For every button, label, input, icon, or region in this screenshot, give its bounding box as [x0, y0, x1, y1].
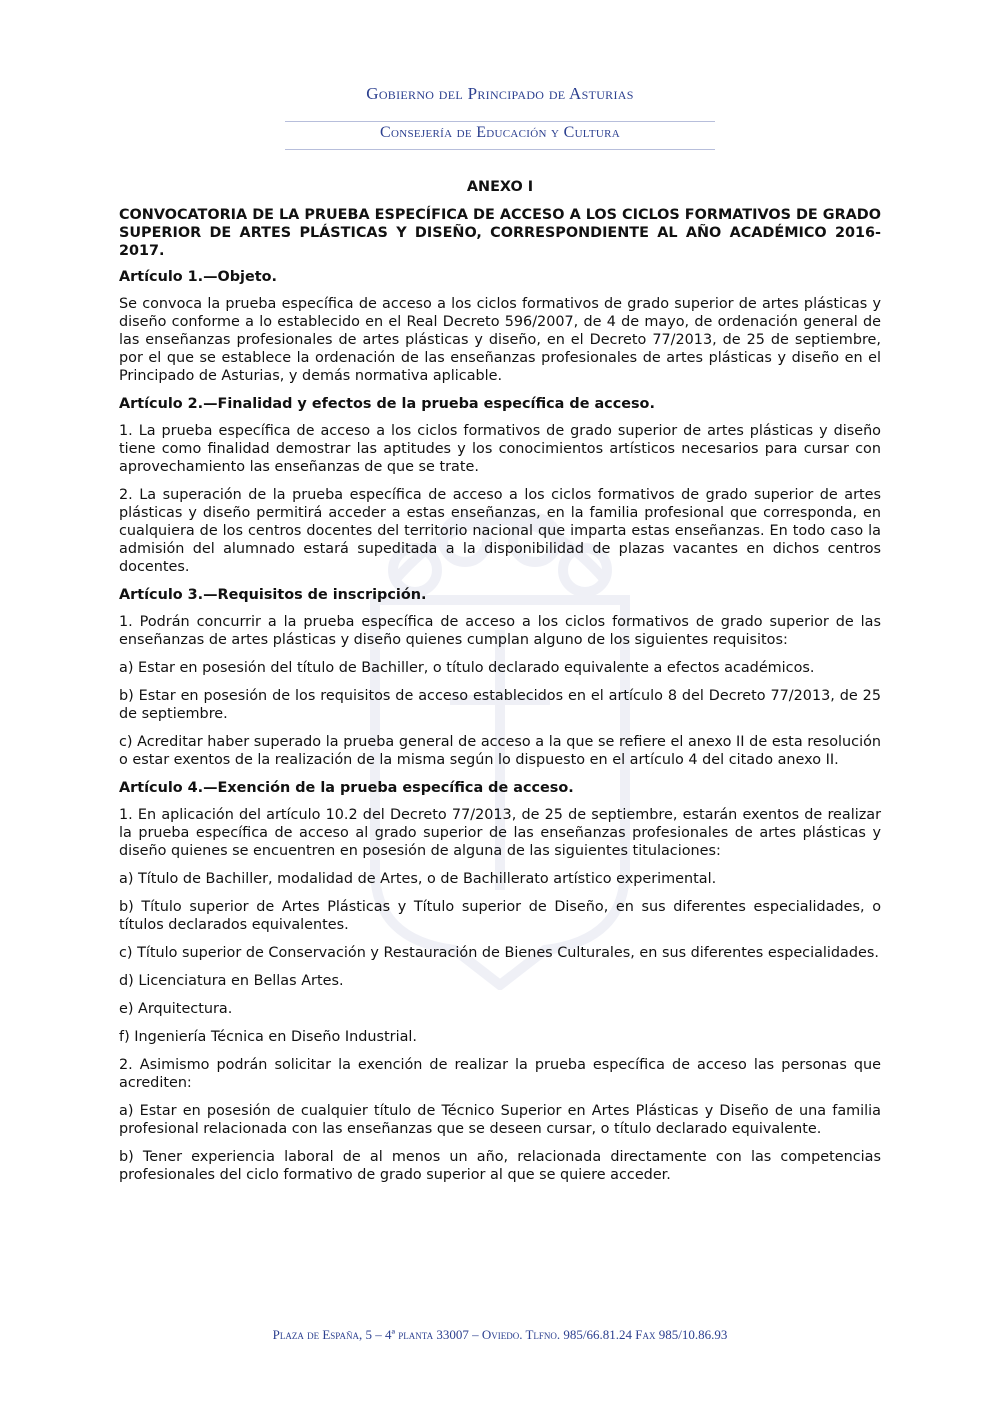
list-item: e) Arquitectura.: [119, 1001, 233, 1017]
article-1: [119, 268, 881, 385]
list-item: b) Tener experiencia laboral de al menos un año, relacionada directamente con las competencias profesionales del ciclo formativo de grado superior al que se quiere acceder.: [119, 1149, 881, 1183]
list-item: b) Título superior de Artes Plásticas y Título superior de Diseño, en sus diferentes especialidades, o títulos declarados equivalentes.: [119, 899, 881, 933]
article-heading: Artículo 4.—Exención de la prueba específica de acceso.: [119, 780, 574, 796]
list-item: b) Estar en posesión de los requisitos de acceso establecidos en el artículo 8 del Decreto 77/2013, de 25 de septiembre.: [119, 688, 881, 722]
list-item: c) Título superior de Conservación y Restauración de Bienes Culturales, en sus diferentes especialidades.: [119, 945, 879, 961]
department-name: Consejería de Educación y Cultura: [380, 124, 620, 141]
header-divider-bottom: [285, 149, 715, 150]
paragraph: 2. Asimismo podrán solicitar la exención de realizar la prueba específica de acceso las personas que acrediten:: [119, 1057, 881, 1091]
paragraph: Se convoca la prueba específica de acceso a los ciclos formativos de grado superior de artes plásticas y diseño conforme a lo establecido en el Real Decreto 596/2007, de 4 de mayo, de ordenación general de las enseñanzas profesionales de artes plásticas y diseño, en el Decreto 77/2013, de 25 de septiembre, por el que se establece la ordenación de las enseñanzas profesionales de artes plásticas y diseño en el Principado de Asturias, y demás normativa aplicable.: [119, 296, 881, 384]
list-item: d) Licenciatura en Bellas Artes.: [119, 973, 344, 989]
list-item: a) Estar en posesión del título de Bachiller, o título declarado equivalente a efectos académicos.: [119, 660, 815, 676]
article-2: [119, 395, 881, 576]
header-divider-top: [285, 121, 715, 122]
list-item: a) Título de Bachiller, modalidad de Artes, o de Bachillerato artístico experimental.: [119, 871, 717, 887]
list-item: f) Ingeniería Técnica en Diseño Industrial.: [119, 1029, 417, 1045]
paragraph: 2. La superación de la prueba específica de acceso a los ciclos formativos de grado superior de artes plásticas y diseño permitirá acceder a estas enseñanzas, en la familia profesional que corresponda, en cualquiera de los centros docentes del territorio nacional que imparta estas enseñanzas. En todo caso la admisión del alumnado estará supeditada a la disponibilidad de plazas vacantes en dichos centros docentes.: [119, 487, 881, 575]
paragraph: 1. Podrán concurrir a la prueba específica de acceso a los ciclos formativos de grado superior de las enseñanzas de artes plásticas y diseño quienes cumplan alguno de los siguientes requisitos:: [119, 614, 881, 648]
article-4: [119, 779, 881, 1184]
article-3: [119, 586, 881, 769]
document-title: CONVOCATORIA DE LA PRUEBA ESPECÍFICA DE ACCESO A LOS CICLOS FORMATIVOS DE GRADO SUPERIOR DE ARTES PLÁSTICAS Y DISEÑO, CORRESPONDIENTE AL AÑO ACADÉMICO 2016-2017.: [119, 207, 881, 259]
list-item: c) Acreditar haber superado la prueba general de acceso a la que se refiere el anexo II de esta resolución o estar exentos de la realización de la misma según lo dispuesto en el artículo 4 del citado anexo II.: [119, 734, 881, 768]
annex-heading: ANEXO I: [466, 179, 534, 195]
list-item: a) Estar en posesión de cualquier título de Técnico Superior en Artes Plásticas y Diseño de una familia profesional relacionada con las enseñanzas que se deseen cursar, o título declarado equivalente.: [119, 1103, 881, 1137]
article-heading: Artículo 2.—Finalidad y efectos de la prueba específica de acceso.: [119, 396, 655, 412]
footer-address: Plaza de España, 5 – 4ª planta 33007 – Oviedo. Tlfno. 985/66.81.24 Fax 985/10.86.93: [272, 1327, 728, 1342]
document-body: [119, 178, 881, 1194]
article-heading: Artículo 1.—Objeto.: [119, 269, 277, 285]
paragraph: 1. En aplicación del artículo 10.2 del Decreto 77/2013, de 25 de septiembre, estarán exentos de realizar la prueba específica de acceso al grado superior de las enseñanzas profesionales de artes plásticas y diseño quienes se encuentren en posesión de alguna de las siguientes titulaciones:: [119, 807, 881, 859]
paragraph: 1. La prueba específica de acceso a los ciclos formativos de grado superior de artes plásticas y diseño tiene como finalidad demostrar las aptitudes y los conocimientos artísticos necesarios para cursar con aprovechamiento las enseñanzas de que se trate.: [119, 423, 881, 475]
article-heading: Artículo 3.—Requisitos de inscripción.: [119, 587, 427, 603]
government-name: Gobierno del Principado de Asturias: [366, 84, 634, 103]
